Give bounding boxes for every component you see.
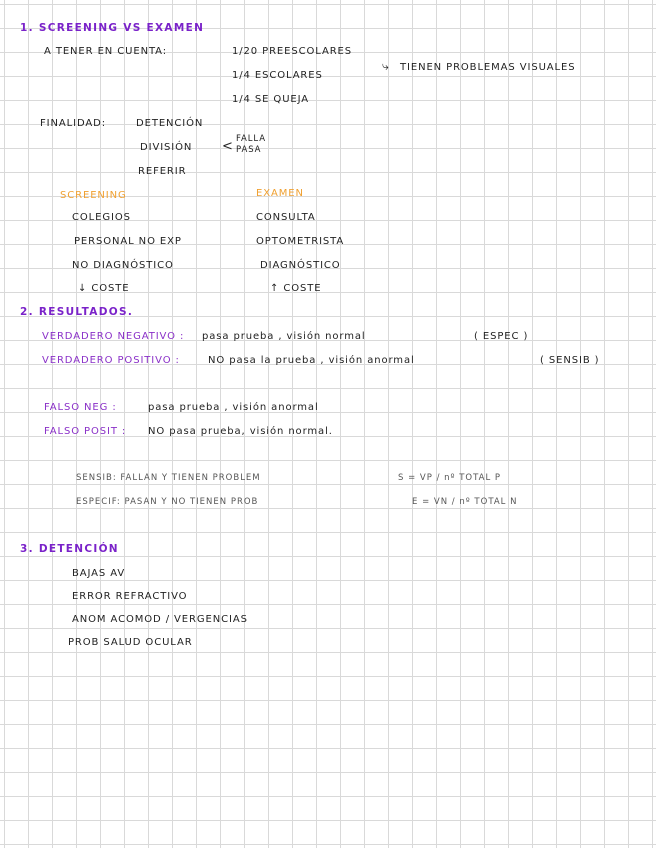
especif-formula: E = VN / nº TOTAL N [412, 497, 518, 507]
result-label: FALSO POSIT : [44, 426, 127, 437]
right-arrow-icon: ⤷ [382, 59, 389, 73]
sensib-formula: S = VP / nº TOTAL P [398, 473, 502, 483]
examen-item: OPTOMETRISTA [256, 236, 345, 247]
deteccion-item: BAJAS AV [72, 568, 126, 579]
result-text: NO pasa prueba, visión normal. [148, 426, 333, 437]
result-tag: ( SENSIB ) [540, 355, 600, 366]
result-text: NO pasa la prueba , visión anormal [208, 355, 415, 366]
examen-item: CONSULTA [256, 212, 316, 223]
result-label: VERDADERO POSITIVO : [42, 355, 180, 366]
section-1-title: 1. SCREENING VS EXAMEN [20, 22, 205, 34]
tener-item: 1/20 PREESCOLARES [232, 46, 353, 57]
tener-item: 1/4 SE QUEJA [232, 94, 310, 105]
deteccion-item: ERROR REFRACTIVO [72, 591, 188, 602]
screening-title: SCREENING [60, 190, 127, 201]
screening-item: ↓ COSTE [78, 283, 130, 294]
section-2-title: 2. RESULTADOS. [20, 306, 134, 318]
tener-item: 1/4 ESCOLARES [232, 70, 323, 81]
screening-item: NO DIAGNÓSTICO [72, 260, 174, 271]
examen-title: EXAMEN [256, 188, 304, 199]
result-label: VERDADERO NEGATIVO : [42, 331, 185, 342]
result-label: FALSO NEG : [44, 402, 117, 413]
screening-item: PERSONAL NO EXP [74, 236, 182, 247]
tener-note: TIENEN PROBLEMAS VISUALES [400, 62, 576, 73]
division-option: FALLA [236, 134, 266, 144]
branch-icon: < [222, 139, 233, 154]
section-3-title: 3. DETENCIÓN [20, 543, 119, 555]
finalidad-item: REFERIR [138, 166, 187, 177]
examen-item: ↑ COSTE [270, 283, 322, 294]
sensib-definition: SENSIB: FALLAN Y TIENEN PROBLEM [76, 473, 261, 483]
finalidad-item: DETENCIÓN [136, 118, 204, 129]
finalidad-label: FINALIDAD: [40, 118, 106, 129]
tener-label: A TENER EN CUENTA: [44, 46, 168, 57]
result-text: pasa prueba , visión anormal [148, 402, 319, 413]
result-text: pasa prueba , visión normal [202, 331, 366, 342]
division-option: PASA [236, 145, 262, 155]
screening-item: COLEGIOS [72, 212, 131, 223]
finalidad-item: DIVISIÓN [140, 142, 193, 153]
especif-definition: ESPECIF: PASAN Y NO TIENEN PROB [76, 497, 259, 507]
deteccion-item: ANOM ACOMOD / VERGENCIAS [72, 614, 248, 625]
result-tag: ( ESPEC ) [474, 331, 529, 342]
deteccion-item: PROB SALUD OCULAR [68, 637, 193, 648]
examen-item: DIAGNÓSTICO [260, 260, 341, 271]
